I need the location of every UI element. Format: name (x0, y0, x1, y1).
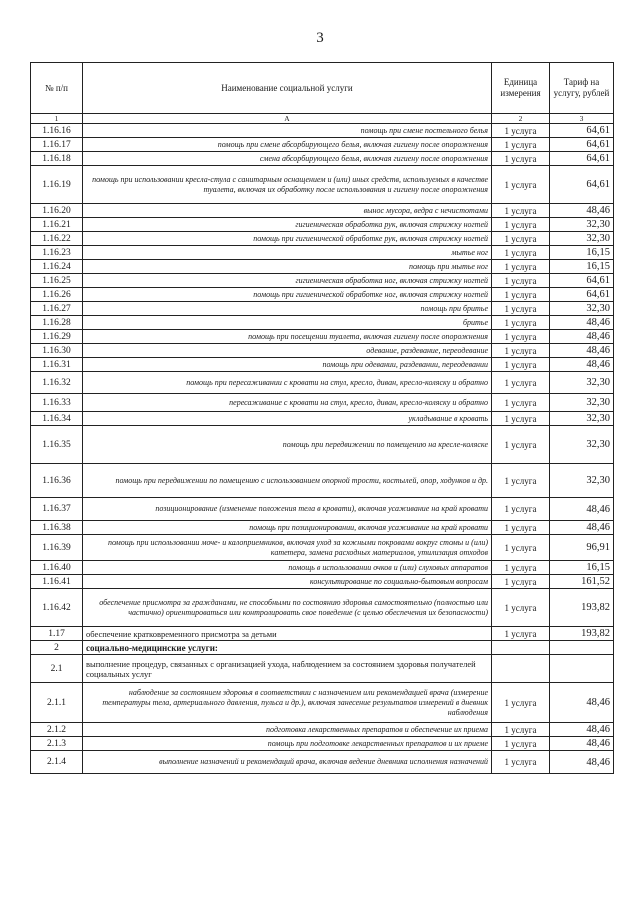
row-number: 1.16.23 (31, 246, 83, 260)
tariff-value: 32,30 (550, 394, 614, 412)
unit-of-measure: 1 услуга (492, 394, 550, 412)
table-row (31, 655, 614, 683)
tariff-value: 48,46 (550, 683, 614, 723)
tariff-value: 48,46 (550, 204, 614, 218)
tariff-value: 32,30 (550, 464, 614, 498)
row-number: 1.17 (31, 627, 83, 641)
row-number: 1.16.36 (31, 464, 83, 498)
service-name: помощь при одевании, раздевании, переодевании (83, 358, 492, 372)
service-name: помощь при передвижении по помещению с использованием опорной трости, костылей, опор, ходунков и др. (83, 464, 492, 498)
header-tariff: Тариф на услугу, рублей (550, 63, 614, 114)
service-name: помощь при использовании моче- и калоприемников, включая уход за кожными покровами вокруг стомы и (или) катетера, замена расходных материалов, утилизация отходов (83, 535, 492, 561)
row-number: 1.16.31 (31, 358, 83, 372)
unit-of-measure: 1 услуга (492, 232, 550, 246)
row-number: 2.1 (31, 655, 83, 683)
row-number: 1.16.26 (31, 288, 83, 302)
table-row (31, 627, 614, 641)
row-number: 1.16.29 (31, 330, 83, 344)
row-number: 1.16.39 (31, 535, 83, 561)
service-name: помощь при гигиенической обработке ног, включая стрижку ногтей (83, 288, 492, 302)
service-name: вынос мусора, ведра с нечистотами (83, 204, 492, 218)
service-name: подготовка лекарственных препаратов и обеспечение их приема (83, 723, 492, 737)
unit-of-measure: 1 услуга (492, 498, 550, 521)
tariff-value: 193,82 (550, 589, 614, 627)
tariff-value: 64,61 (550, 288, 614, 302)
table-row (31, 751, 614, 774)
tariff-value: 96,91 (550, 535, 614, 561)
table-row (31, 535, 614, 561)
row-number: 1.16.20 (31, 204, 83, 218)
service-name: выполнение назначений и рекомендаций врача, включая ведение дневника исполнения назначений (83, 751, 492, 774)
unit-of-measure: 1 услуга (492, 535, 550, 561)
row-number: 1.16.40 (31, 561, 83, 575)
service-name: позиционирование (изменение положения тела в кровати), включая усаживание на край кровати (83, 498, 492, 521)
service-name: помощь при использовании кресла-стула с санитарным оснащением и (или) иных средств, используемых в качестве туалета, включая их обработку после использования и гигиену после опорожнения (83, 166, 492, 204)
row-number: 1.16.19 (31, 166, 83, 204)
tariff-value: 32,30 (550, 412, 614, 426)
tariff-value: 16,15 (550, 561, 614, 575)
table-row (31, 723, 614, 737)
header-unit: Единица измерения (492, 63, 550, 114)
unit-of-measure: 1 услуга (492, 288, 550, 302)
row-number: 1.16.33 (31, 394, 83, 412)
service-name: гигиеническая обработка ног, включая стрижку ногтей (83, 274, 492, 288)
table-row (31, 412, 614, 426)
row-number: 1.16.16 (31, 124, 83, 138)
index-cell: 2 (492, 114, 550, 124)
unit-of-measure: 1 услуга (492, 575, 550, 589)
unit-of-measure: 1 услуга (492, 358, 550, 372)
table-row (31, 426, 614, 464)
unit-of-measure: 1 услуга (492, 737, 550, 751)
unit-of-measure: 1 услуга (492, 683, 550, 723)
unit-of-measure: 1 услуга (492, 330, 550, 344)
table-row (31, 344, 614, 358)
unit-of-measure: 1 услуга (492, 426, 550, 464)
unit-of-measure: 1 услуга (492, 316, 550, 330)
table-row (31, 288, 614, 302)
service-name: помощь при передвижении по помещению на кресле-коляске (83, 426, 492, 464)
table-row (31, 561, 614, 575)
service-name: помощь при мытье ног (83, 260, 492, 274)
table-row (31, 204, 614, 218)
service-name: выполнение процедур, связанных с организацией ухода, наблюдением за состоянием здоровья получателей социальных услуг (83, 655, 492, 683)
service-name: консультирование по социально-бытовым вопросам (83, 575, 492, 589)
tariff-value: 64,61 (550, 124, 614, 138)
service-name: помощь при подготовке лекарственных препаратов и их приеме (83, 737, 492, 751)
unit-of-measure: 1 услуга (492, 627, 550, 641)
unit-of-measure: 1 услуга (492, 260, 550, 274)
table-row (31, 521, 614, 535)
service-name: помощь при посещении туалета, включая гигиену после опорожнения (83, 330, 492, 344)
row-number: 1.16.27 (31, 302, 83, 316)
table-row (31, 166, 614, 204)
row-number: 1.16.35 (31, 426, 83, 464)
row-number: 1.16.18 (31, 152, 83, 166)
header-name: Наименование социальной услуги (83, 63, 492, 114)
service-name: одевание, раздевание, переодевание (83, 344, 492, 358)
service-name: укладывание в кровать (83, 412, 492, 426)
unit-of-measure: 1 услуга (492, 561, 550, 575)
tariff-value: 32,30 (550, 232, 614, 246)
table-row (31, 232, 614, 246)
service-name: пересаживание с кровати на стул, кресло, диван, кресло-коляску и обратно (83, 394, 492, 412)
tariff-table (30, 62, 614, 774)
table-row (31, 464, 614, 498)
unit-of-measure: 1 услуга (492, 344, 550, 358)
table-row (31, 330, 614, 344)
row-number: 1.16.42 (31, 589, 83, 627)
service-name: обеспечение кратковременного присмотра за детьми (83, 627, 492, 641)
table-row (31, 246, 614, 260)
table-row (31, 152, 614, 166)
service-name: обеспечение присмотра за гражданами, не способными по состоянию здоровья самостоятельно (полностью или частично) ориентироваться или контролировать свое поведение (с целью обеспечения их безопасности) (83, 589, 492, 627)
tariff-value: 48,46 (550, 330, 614, 344)
service-name: мытье ног (83, 246, 492, 260)
unit-of-measure: 1 услуга (492, 521, 550, 535)
tariff-value: 32,30 (550, 302, 614, 316)
table-row (31, 394, 614, 412)
tariff-value: 48,46 (550, 344, 614, 358)
row-number: 1.16.24 (31, 260, 83, 274)
table-row (31, 274, 614, 288)
table-row (31, 302, 614, 316)
row-number: 1.16.37 (31, 498, 83, 521)
tariff-value: 48,46 (550, 498, 614, 521)
service-name: помощь при смене абсорбирующего белья, включая гигиену после опорожнения (83, 138, 492, 152)
header-num: № п/п (31, 63, 83, 114)
table-row (31, 575, 614, 589)
tariff-value: 48,46 (550, 316, 614, 330)
tariff-value: 193,82 (550, 627, 614, 641)
row-number: 1.16.34 (31, 412, 83, 426)
service-name: социально-медицинские услуги: (83, 641, 492, 655)
service-name: гигиеническая обработка рук, включая стрижку ногтей (83, 218, 492, 232)
table-row (31, 316, 614, 330)
table-row (31, 589, 614, 627)
table-row (31, 641, 614, 655)
table-row (31, 124, 614, 138)
row-number: 1.16.30 (31, 344, 83, 358)
service-name: помощь при пересаживании с кровати на стул, кресло, диван, кресло-коляску и обратно (83, 372, 492, 394)
service-name: бритье (83, 316, 492, 330)
index-cell: 1 (31, 114, 83, 124)
unit-of-measure: 1 услуга (492, 138, 550, 152)
table-row (31, 260, 614, 274)
row-number: 2.1.3 (31, 737, 83, 751)
unit-of-measure: 1 услуга (492, 246, 550, 260)
unit-of-measure: 1 услуга (492, 218, 550, 232)
table-row (31, 498, 614, 521)
unit-of-measure: 1 услуга (492, 152, 550, 166)
tariff-value: 48,46 (550, 358, 614, 372)
tariff-value (550, 655, 614, 683)
row-number: 2.1.2 (31, 723, 83, 737)
row-number: 2.1.4 (31, 751, 83, 774)
row-number: 2 (31, 641, 83, 655)
index-cell: 3 (550, 114, 614, 124)
service-name: помощь при позиционировании, включая усаживание на край кровати (83, 521, 492, 535)
unit-of-measure: 1 услуга (492, 166, 550, 204)
row-number: 1.16.22 (31, 232, 83, 246)
row-number: 1.16.38 (31, 521, 83, 535)
row-number: 1.16.32 (31, 372, 83, 394)
service-name: помощь при гигиенической обработке рук, включая стрижку ногтей (83, 232, 492, 246)
tariff-value: 48,46 (550, 737, 614, 751)
unit-of-measure (492, 655, 550, 683)
tariff-value: 48,46 (550, 723, 614, 737)
tariff-value: 64,61 (550, 166, 614, 204)
unit-of-measure: 1 услуга (492, 723, 550, 737)
service-name: помощь при бритье (83, 302, 492, 316)
tariff-value: 16,15 (550, 246, 614, 260)
service-name: помощь в использовании очков и (или) слуховых аппаратов (83, 561, 492, 575)
service-name: помощь при смене постельного белья (83, 124, 492, 138)
index-cell: А (83, 114, 492, 124)
table-row (31, 683, 614, 723)
row-number: 2.1.1 (31, 683, 83, 723)
unit-of-measure: 1 услуга (492, 372, 550, 394)
table-row (31, 218, 614, 232)
tariff-value: 32,30 (550, 372, 614, 394)
row-number: 1.16.28 (31, 316, 83, 330)
tariff-value: 64,61 (550, 138, 614, 152)
unit-of-measure: 1 услуга (492, 204, 550, 218)
table-row (31, 737, 614, 751)
row-number: 1.16.21 (31, 218, 83, 232)
row-number: 1.16.41 (31, 575, 83, 589)
table-row (31, 138, 614, 152)
tariff-value: 64,61 (550, 274, 614, 288)
tariff-value: 48,46 (550, 521, 614, 535)
tariff-value: 16,15 (550, 260, 614, 274)
tariff-value (550, 641, 614, 655)
row-number: 1.16.25 (31, 274, 83, 288)
tariff-value: 64,61 (550, 152, 614, 166)
tariff-value: 32,30 (550, 426, 614, 464)
unit-of-measure: 1 услуга (492, 412, 550, 426)
tariff-value: 161,52 (550, 575, 614, 589)
unit-of-measure (492, 641, 550, 655)
service-name: наблюдение за состоянием здоровья в соответствии с назначением или рекомендацией врача (измерение температуры тела, артериального давления, пульса и др.), включая занесение результатов измерений в дневник наблюдения (83, 683, 492, 723)
unit-of-measure: 1 услуга (492, 464, 550, 498)
row-number: 1.16.17 (31, 138, 83, 152)
page-number: 3 (316, 30, 324, 46)
tariff-value: 32,30 (550, 218, 614, 232)
unit-of-measure: 1 услуга (492, 124, 550, 138)
unit-of-measure: 1 услуга (492, 751, 550, 774)
unit-of-measure: 1 услуга (492, 302, 550, 316)
table-row (31, 358, 614, 372)
unit-of-measure: 1 услуга (492, 589, 550, 627)
service-name: смена абсорбирующего белья, включая гигиену после опорожнения (83, 152, 492, 166)
table-row (31, 372, 614, 394)
tariff-value: 48,46 (550, 751, 614, 774)
unit-of-measure: 1 услуга (492, 274, 550, 288)
